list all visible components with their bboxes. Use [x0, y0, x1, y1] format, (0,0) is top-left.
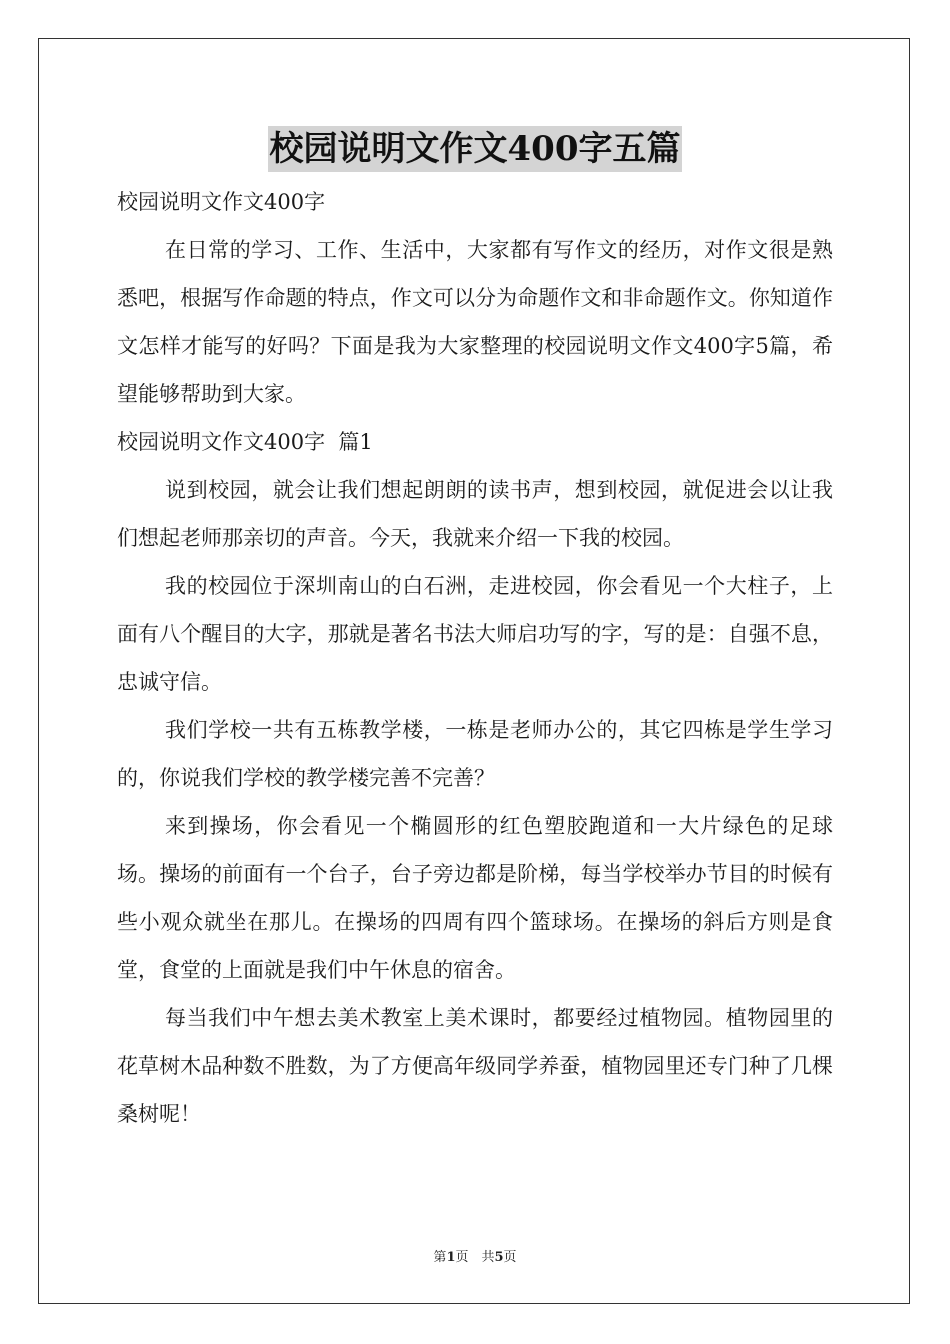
intro-heading: 校园说明文作文400字 — [117, 190, 326, 214]
document-title: 校园说明文作文400字五篇 — [268, 126, 683, 172]
footer-page-current: 1 — [446, 1250, 456, 1265]
footer-page-total: 5 — [494, 1250, 504, 1265]
section-heading: 校园说明文作文400字 篇1 — [117, 430, 373, 454]
footer-page-mid: 页 共 — [455, 1250, 495, 1265]
page-footer — [0, 1246, 950, 1265]
footer-page-suffix: 页 — [503, 1250, 517, 1265]
footer-page-prefix: 第 — [433, 1250, 447, 1265]
intro-paragraph: 在日常的学习、工作、生活中，大家都有写作文的经历，对作文很是熟悉吧，根据写作命题的特点，作文可以分为命题作文和非命题作文。你知道作文怎样才能写的好吗？下面是我为大家整理的校园说明文作文400字5篇，希望能够帮助到大家。 — [117, 238, 833, 406]
body-paragraph-4: 来到操场，你会看见一个椭圆形的红色塑胶跑道和一大片绿色的足球场。操场的前面有一个台子，台子旁边都是阶梯，每当学校举办节目的时候有些小观众就坐在那儿。在操场的四周有四个篮球场。在操场的斜后方则是食堂，食堂的上面就是我们中午休息的宿舍。 — [117, 814, 833, 982]
body-paragraph-1: 说到校园，就会让我们想起朗朗的读书声，想到校园，就促进会以让我们想起老师那亲切的声音。今天，我就来介绍一下我的校园。 — [117, 478, 833, 550]
title-wrap — [0, 126, 950, 172]
body-paragraph-3: 我们学校一共有五栋教学楼，一栋是老师办公的，其它四栋是学生学习的，你说我们学校的教学楼完善不完善？ — [117, 718, 833, 790]
document-body — [117, 178, 833, 1138]
body-paragraph-2: 我的校园位于深圳南山的白石洲，走进校园，你会看见一个大柱子，上面有八个醒目的大字，那就是著名书法大师启功写的字，写的是：自强不息，忠诚守信。 — [117, 574, 833, 694]
body-paragraph-5: 每当我们中午想去美术教室上美术课时，都要经过植物园。植物园里的花草树木品种数不胜数，为了方便高年级同学养蚕，植物园里还专门种了几棵桑树呢！ — [117, 1006, 833, 1126]
